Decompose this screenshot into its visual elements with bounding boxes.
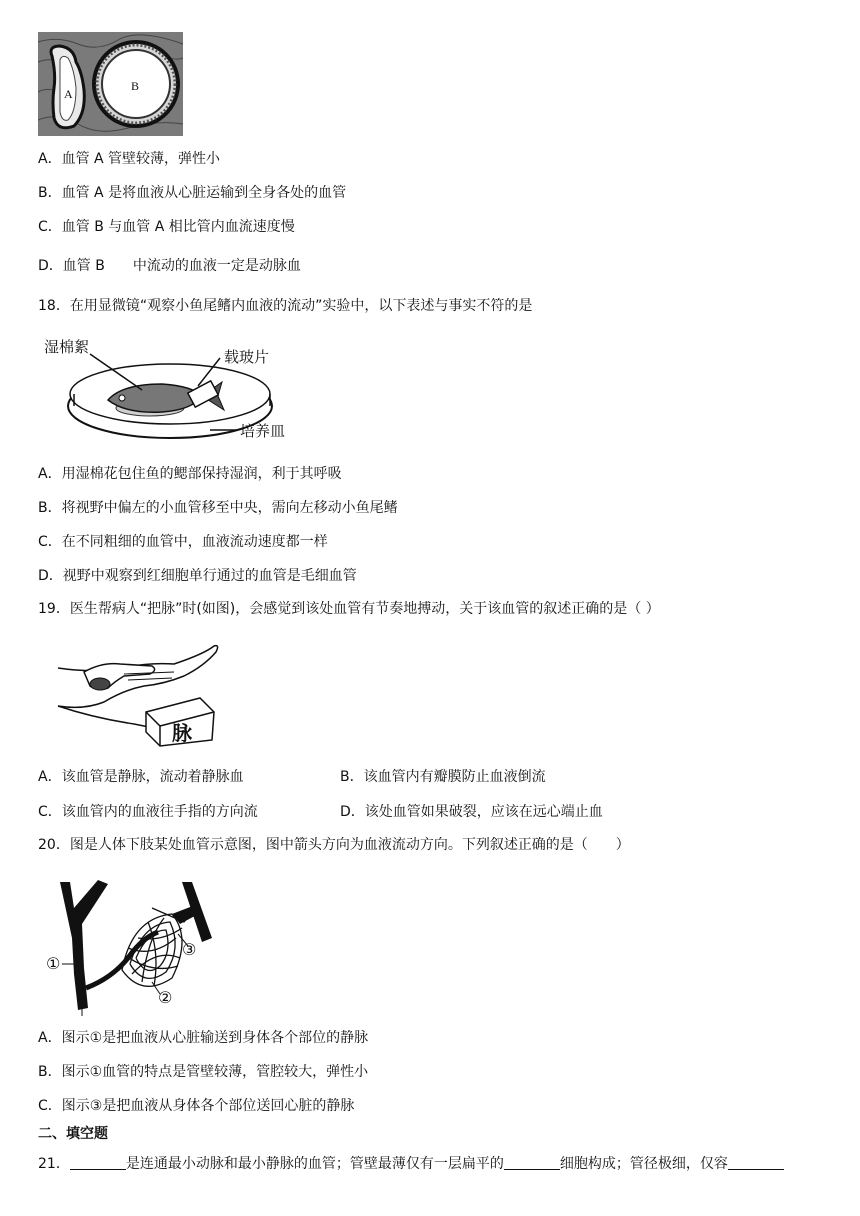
q20-stem: 20．图是人体下肢某处血管示意图，图中箭头方向为血液流动方向。下列叙述正确的是（ ） [38, 837, 630, 853]
q17-option-a: A．血管 A 管壁较薄，弹性小 [38, 151, 221, 167]
pulse-taking-figure [54, 632, 224, 748]
label-slide: 载玻片 [224, 348, 270, 366]
q18-option-d: D．视野中观察到红细胞单行通过的血管是毛细血管 [38, 568, 357, 584]
q19-stem: 19．医生帮病人“把脉”时(如图)，会感觉到该处血管有节奏地搏动，关于该血管的叙述正确的是（ ） [38, 601, 660, 617]
q17-option-b: B．血管 A 是将血液从心脏运输到全身各处的血管 [38, 185, 347, 201]
label-wet-cotton: 湿棉絮 [44, 338, 90, 356]
answer-blank[interactable] [504, 1155, 560, 1170]
capillary-network-figure [46, 878, 222, 1016]
q20-option-c: C．图示③是把血液从身体各个部位送回心脏的静脉 [38, 1098, 355, 1114]
q18-option-a: A．用湿棉花包住鱼的鳃部保持湿润，利于其呼吸 [38, 466, 342, 482]
q21-text-part2: 细胞构成；管径极细，仅容 [559, 1156, 728, 1172]
section-heading-fill-blank: 二、填空题 [38, 1126, 108, 1142]
q17-option-d: D．血管 B 中流动的血液一定是动脉血 [38, 258, 301, 274]
answer-blank[interactable] [728, 1155, 784, 1170]
q18-stem: 18．在用显微镜“观察小鱼尾鳍内血液的流动”实验中，以下表述与事实不符的是 [38, 298, 533, 314]
fish-petri-dish-figure [42, 334, 302, 444]
q21-text-part1: 是连通最小动脉和最小静脉的血管；管壁最薄仅有一层扁平的 [125, 1156, 504, 1172]
q20-option-b: B．图示①血管的特点是管壁较薄，管腔较大，弹性小 [38, 1064, 369, 1080]
label-petri-dish: 培养皿 [240, 422, 286, 440]
q20-option-a: A．图示①是把血液从心脏输送到身体各个部位的静脉 [38, 1030, 369, 1046]
q19-option-a: A．该血管是静脉，流动着静脉血 [38, 769, 244, 785]
label-a: A [64, 87, 73, 101]
label-b: B [131, 79, 140, 93]
label-vessel-2: ② [158, 988, 173, 1007]
vessel-cross-section-figure [38, 32, 183, 136]
q21-stem [38, 1154, 784, 1174]
q17-option-c: C．血管 B 与血管 A 相比管内血流速度慢 [38, 219, 295, 235]
q19-option-b: B．该血管内有瓣膜防止血液倒流 [340, 769, 546, 785]
q21-number: 21． [38, 1156, 70, 1172]
label-vessel-3: ③ [182, 940, 197, 959]
pulse-pillow-label: 脉 [172, 721, 192, 745]
q19-option-d: D．该处血管如果破裂，应该在远心端止血 [340, 804, 603, 820]
label-vessel-1: ① [46, 954, 61, 973]
q18-option-c: C．在不同粗细的血管中，血液流动速度都一样 [38, 534, 328, 550]
q18-option-b: B．将视野中偏左的小血管移至中央，需向左移动小鱼尾鳍 [38, 500, 398, 516]
answer-blank[interactable] [70, 1155, 126, 1170]
q19-option-c: C．该血管内的血液往手指的方向流 [38, 804, 258, 820]
